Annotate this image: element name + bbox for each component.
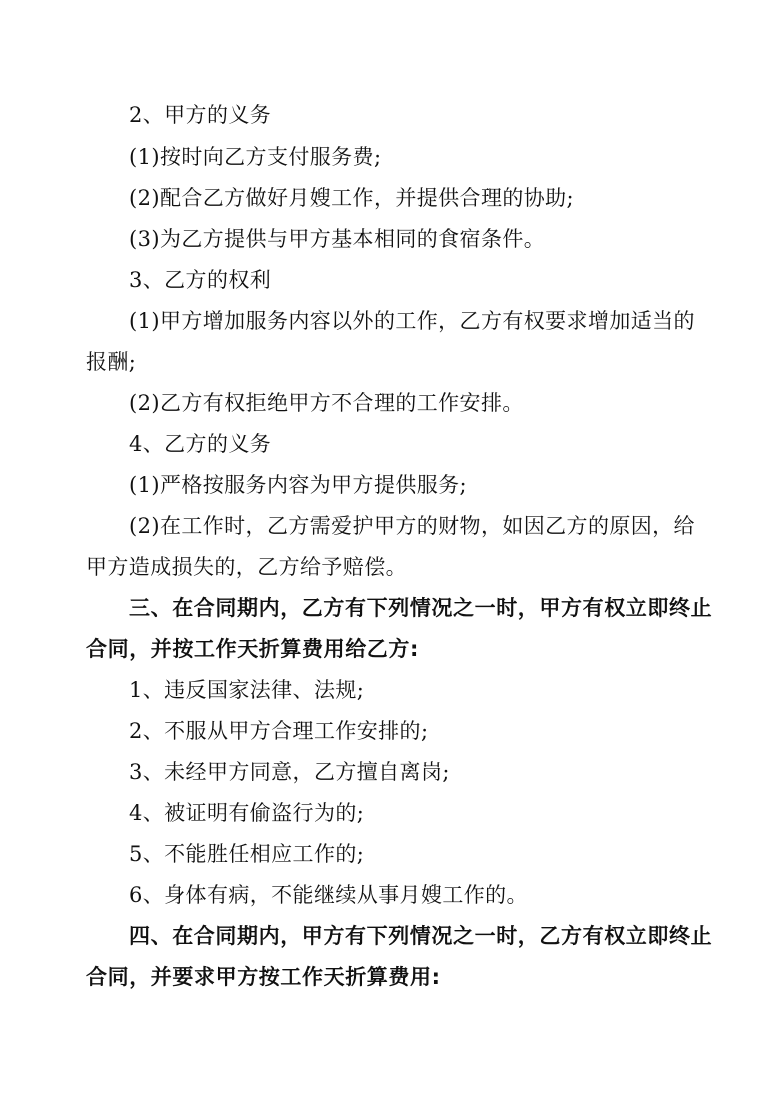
section-three-heading: 三、在合同期内，乙方有下列情况之一时，甲方有权立即终止 [129, 596, 713, 620]
section-three-heading-continuation: 合同，并按工作天折算费用给乙方: [86, 637, 419, 661]
list-item: 2、不服从甲方合理工作安排的; [129, 719, 429, 743]
list-item: (3)为乙方提供与甲方基本相同的食宿条件。 [129, 227, 546, 251]
heading-party-a-obligations: 2、甲方的义务 [129, 103, 272, 127]
list-item-continuation: 甲方造成损失的，乙方给予赔偿。 [86, 555, 407, 579]
list-item: (1)按时向乙方支付服务费; [129, 145, 382, 169]
list-item: 5、不能胜任相应工作的; [129, 842, 365, 866]
list-item: 1、违反国家法律、法规; [129, 678, 365, 702]
section-four-heading: 四、在合同期内，甲方有下列情况之一时，乙方有权立即终止 [129, 924, 713, 948]
list-item: 6、身体有病，不能继续从事月嫂工作的。 [129, 883, 528, 907]
list-item: (1)甲方增加服务内容以外的工作，乙方有权要求增加适当的 [129, 309, 695, 333]
list-item: 3、未经甲方同意，乙方擅自离岗; [129, 760, 450, 784]
list-item: (1)严格按服务内容为甲方提供服务; [129, 473, 468, 497]
list-item: (2)在工作时，乙方需爱护甲方的财物，如因乙方的原因，给 [129, 514, 695, 538]
section-four-heading-continuation: 合同，并要求甲方按工作天折算费用: [86, 965, 441, 989]
list-item-continuation: 报酬; [86, 350, 137, 374]
heading-party-b-rights: 3、乙方的权利 [129, 268, 272, 292]
list-item: 4、被证明有偷盗行为的; [129, 801, 365, 825]
heading-party-b-obligations: 4、乙方的义务 [129, 432, 272, 456]
list-item: (2)配合乙方做好月嫂工作，并提供合理的协助; [129, 186, 575, 210]
list-item: (2)乙方有权拒绝甲方不合理的工作安排。 [129, 391, 524, 415]
